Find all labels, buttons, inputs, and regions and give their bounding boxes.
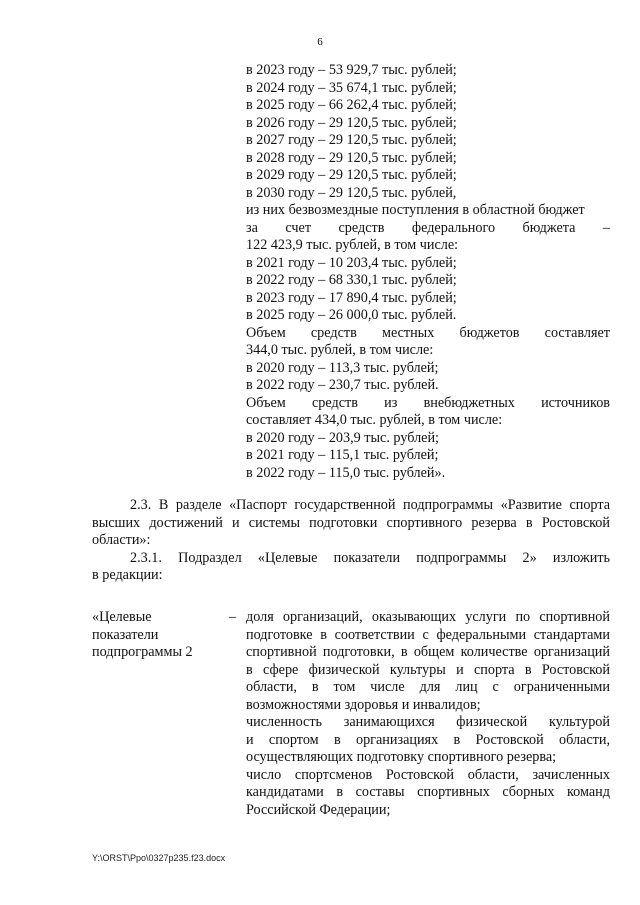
- indicator-line-justified: доля организаций, оказывающих услуги по спортивной: [246, 609, 610, 625]
- indicator-line-justified: численность занимающихся физической культурой: [246, 714, 610, 730]
- funding-line: в 2025 году – 26 000,0 тыс. рублей.: [246, 307, 457, 323]
- indicators-label-line: показатели: [92, 626, 159, 643]
- funding-line: в 2023 году – 17 890,4 тыс. рублей;: [246, 289, 457, 306]
- funding-line: в 2020 году – 203,9 тыс. рублей;: [246, 429, 439, 446]
- funding-line: в 2024 году – 35 674,1 тыс. рублей;: [246, 79, 457, 96]
- page-number: 6: [317, 36, 323, 48]
- indicators-dash: –: [229, 609, 237, 625]
- funding-line: в 2021 году – 115,1 тыс. рублей;: [246, 447, 439, 463]
- footer-file-path: Y:\ORST\Ppo\0327p235.f23.docx: [92, 853, 226, 863]
- section-line-justified: 2.3. В разделе «Паспорт государственной подпрограммы «Развитие спорта: [130, 497, 610, 513]
- funding-line: в 2022 году – 230,7 тыс. рублей.: [246, 377, 439, 393]
- funding-line: из них безвозмездные поступления в областной бюджет: [246, 202, 585, 218]
- funding-line-justified: Объем средств местных бюджетов составляет: [246, 324, 610, 341]
- funding-line: в 2025 году – 66 262,4 тыс. рублей;: [246, 97, 457, 113]
- indicator-line-justified: подготовке в соответствии с федеральными стандартами: [246, 626, 610, 643]
- funding-line-justified: за счет средств федерального бюджета –: [246, 219, 610, 236]
- indicator-line: возможностями здоровья и инвалидов;: [246, 696, 481, 713]
- funding-line: составляет 434,0 тыс. рублей, в том числе:: [246, 412, 503, 428]
- funding-line: в 2026 году – 29 120,5 тыс. рублей;: [246, 114, 457, 131]
- indicators-label-line: «Целевые: [92, 609, 152, 625]
- section-line-justified: высших достижений и системы подготовки спортивного резерва в Ростовской: [92, 514, 610, 531]
- funding-line: 344,0 тыс. рублей, в том числе:: [246, 342, 434, 358]
- funding-line: в 2028 году – 29 120,5 тыс. рублей;: [246, 149, 457, 166]
- funding-line: в 2023 году – 53 929,7 тыс. рублей;: [246, 62, 457, 78]
- indicator-line-justified: области, в том числе для лиц с ограниченными: [246, 679, 610, 695]
- funding-line: в 2029 году – 29 120,5 тыс. рублей;: [246, 167, 457, 183]
- section-line-justified: 2.3.1. Подраздел «Целевые показатели подпрограммы 2» изложить: [130, 549, 610, 566]
- section-line: области»:: [92, 532, 151, 548]
- indicator-line-justified: и спортом в организациях в Ростовской области,: [246, 731, 610, 748]
- indicator-line: осуществляющих подготовку спортивного резерва;: [246, 749, 557, 765]
- funding-line: в 2027 году – 29 120,5 тыс. рублей;: [246, 132, 457, 148]
- funding-line: в 2030 году – 29 120,5 тыс. рублей,: [246, 184, 457, 201]
- funding-line-justified: Объем средств из внебюджетных источников: [246, 394, 610, 411]
- funding-line: в 2021 году – 10 203,4 тыс. рублей;: [246, 254, 457, 271]
- funding-line: в 2022 году – 115,0 тыс. рублей».: [246, 464, 446, 481]
- indicator-line-justified: кандидатами в составы спортивных сборных команд: [246, 784, 610, 800]
- indicator-line-justified: в сфере физической культуры и спорта в Ростовской: [246, 661, 610, 678]
- indicators-label-line: подпрограммы 2: [92, 644, 193, 660]
- indicator-line-justified: число спортсменов Ростовской области, зачисленных: [246, 766, 610, 783]
- funding-line: 122 423,9 тыс. рублей, в том числе:: [246, 237, 459, 253]
- indicator-line: Российской Федерации;: [246, 801, 391, 818]
- indicator-line-justified: спортивной подготовки, в общем количестве организаций: [246, 644, 610, 660]
- funding-line: в 2020 году – 113,3 тыс. рублей;: [246, 359, 439, 376]
- section-line: в редакции:: [92, 567, 163, 583]
- funding-line: в 2022 году – 68 330,1 тыс. рублей;: [246, 272, 457, 288]
